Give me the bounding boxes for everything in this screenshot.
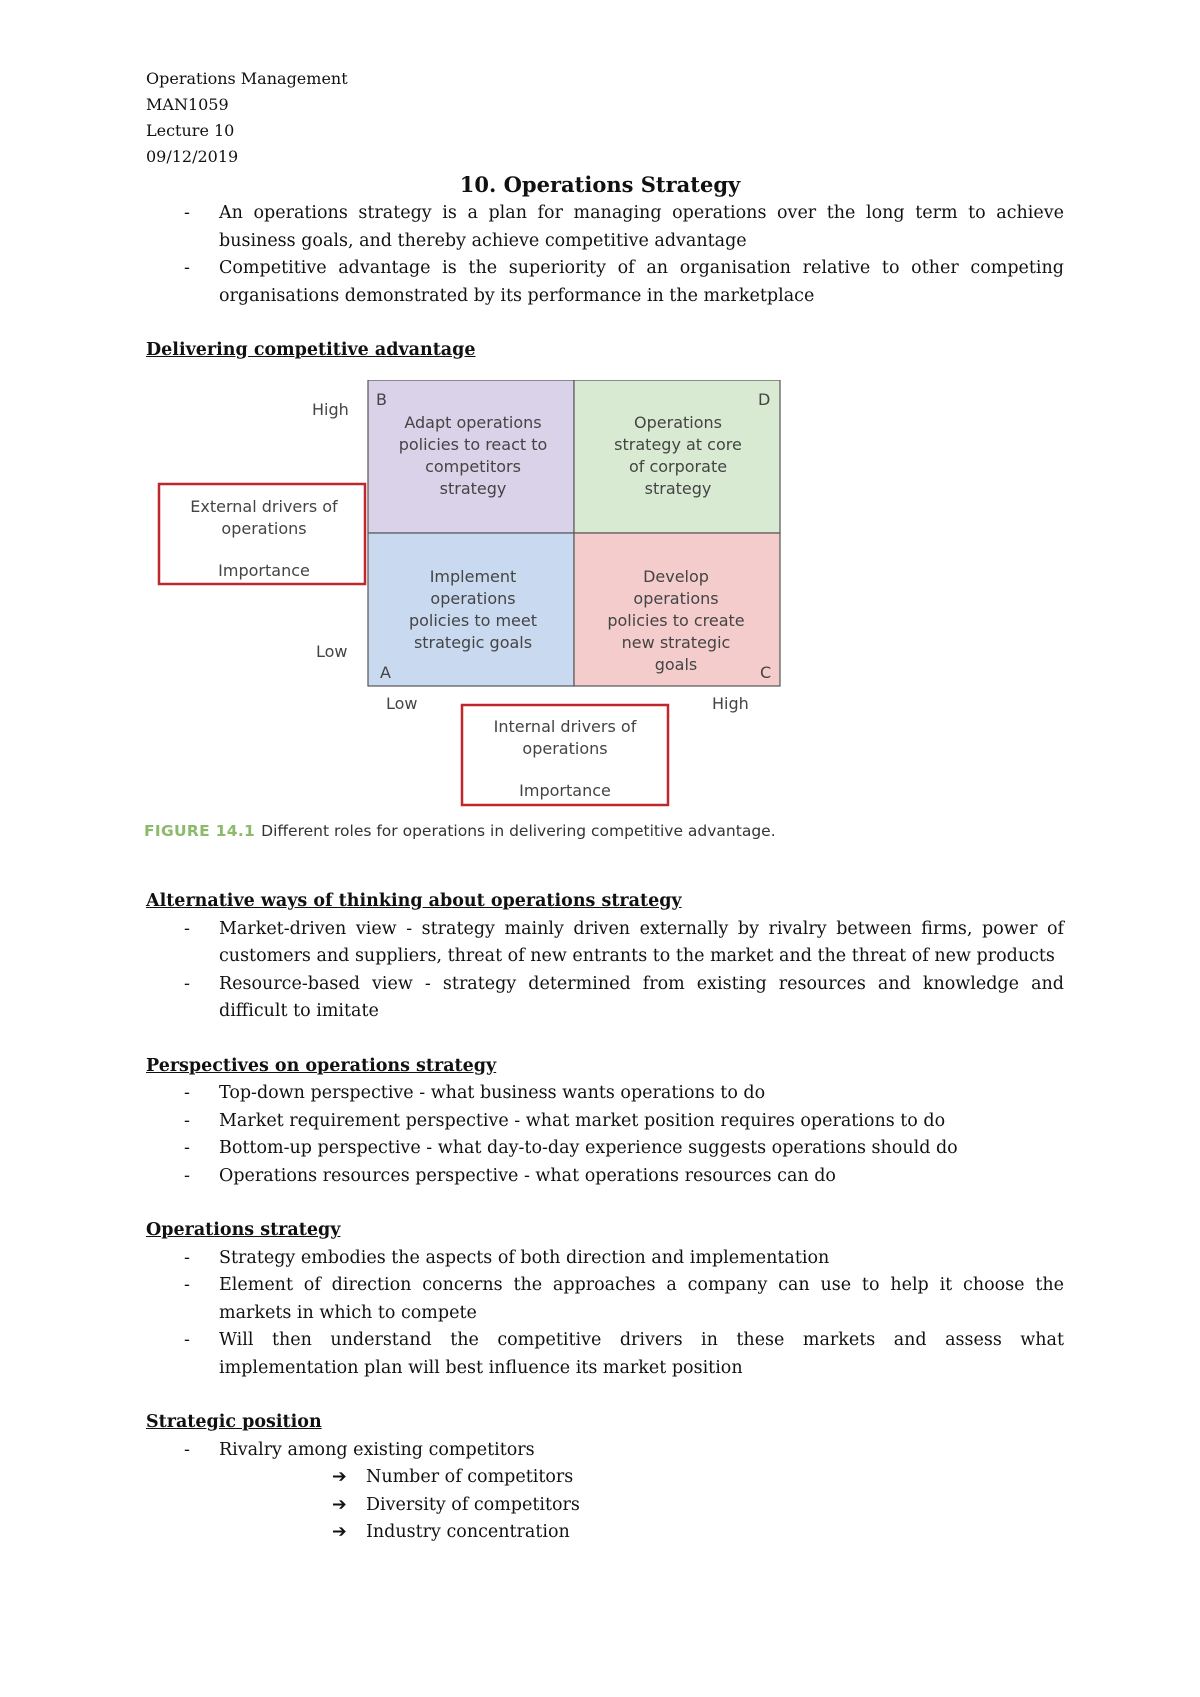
figure-caption	[144, 822, 776, 840]
list-item: - Top-down perspective - what business wants operations to do	[146, 1080, 1064, 1108]
y-axis-low-label: Low	[316, 642, 348, 661]
x-axis-box-importance: Importance	[519, 781, 611, 800]
document-header	[146, 66, 348, 170]
y-axis-box-importance: Importance	[218, 561, 310, 580]
document-body	[146, 200, 1064, 365]
list-item: - Rivalry among existing competitors	[146, 1437, 1064, 1465]
arrow-icon: ➔	[332, 1467, 347, 1487]
y-axis-box-title: External drivers of operations	[190, 497, 338, 538]
quadrant-b-text: Adapt operations policies to react to competitors strategy	[398, 413, 548, 498]
y-axis-high-label: High	[312, 400, 349, 419]
quadrant-a-text: Implement operations policies to meet strategic goals	[408, 567, 538, 652]
figure-caption-text: Different roles for operations in delivering competitive advantage.	[261, 822, 776, 840]
figure-caption-number: FIGURE 14.1	[144, 822, 256, 840]
page-title: 10. Operations Strategy	[459, 172, 741, 197]
quadrant-a-letter: A	[380, 663, 391, 682]
list-item: - Strategy embodies the aspects of both direction and implementation	[146, 1245, 1064, 1273]
arrow-icon: ➔	[332, 1494, 347, 1515]
x-axis-box-title: Internal drivers of operations	[493, 717, 637, 758]
lecture-number: Lecture 10	[146, 121, 235, 140]
section-heading-operations-strategy: Operations strategy	[146, 1220, 341, 1240]
quadrant-c-text: Develop operations policies to create new strategic goals	[607, 567, 745, 674]
figure-competitive-advantage-matrix	[140, 380, 800, 850]
quadrant-c-letter: C	[760, 663, 772, 682]
list-item: - Will then understand the competitive drivers in these markets and assess what implementation plan will best influence its market position	[146, 1327, 1064, 1382]
course-code: MAN1059	[146, 95, 229, 114]
lecture-date: 09/12/2019	[146, 147, 239, 166]
intro-item: - An operations strategy is a plan for managing operations over the long term to achieve business goals, and thereby achieve competitive advantage	[146, 200, 1064, 255]
document-body-continued	[146, 888, 1064, 1547]
sub-list	[146, 1464, 1064, 1547]
list-item: - Market-driven view - strategy mainly driven externally by rivalry between firms, power of customers and suppliers, threat of new entrants to the market and the threat of new products	[146, 916, 1064, 971]
x-axis-low-label: Low	[386, 694, 418, 713]
section-heading-delivering: Delivering competitive advantage	[146, 340, 476, 360]
sub-list-item	[332, 1464, 1064, 1492]
sub-list-item	[332, 1519, 1064, 1547]
section-heading-alternative: Alternative ways of thinking about operations strategy	[146, 891, 682, 911]
sub-list-item-text: Number of competitors	[366, 1467, 574, 1487]
course-name: Operations Management	[146, 69, 348, 88]
section-heading-strategic-position: Strategic position	[146, 1412, 322, 1432]
list-item: - Element of direction concerns the approaches a company can use to help it choose the markets in which to compete	[146, 1272, 1064, 1327]
sub-list-item	[332, 1492, 1064, 1520]
quadrant-b-letter: B	[376, 390, 387, 409]
sub-list-item-text: Industry concentration	[366, 1522, 570, 1542]
section-heading-perspectives: Perspectives on operations strategy	[146, 1055, 497, 1076]
sub-list-item-text: Diversity of competitors	[366, 1494, 580, 1515]
quadrant-d-letter: D	[758, 390, 771, 409]
list-item: - Resource-based view - strategy determined from existing resources and knowledge and difficult to imitate	[146, 971, 1064, 1026]
list-item: - Bottom-up perspective - what day-to-day experience suggests operations should do	[146, 1135, 1064, 1163]
x-axis-high-label: High	[712, 694, 749, 713]
quadrant-d-text: Operations strategy at core of corporate strategy	[614, 413, 742, 498]
arrow-icon: ➔	[332, 1522, 347, 1542]
list-item: - Operations resources perspective - what operations resources can do	[146, 1163, 1064, 1191]
intro-item: - Competitive advantage is the superiority of an organisation relative to other competing organisations demonstrated by its performance in the marketplace	[146, 255, 1064, 310]
list-item: - Market requirement perspective - what market position requires operations to do	[146, 1108, 1064, 1136]
